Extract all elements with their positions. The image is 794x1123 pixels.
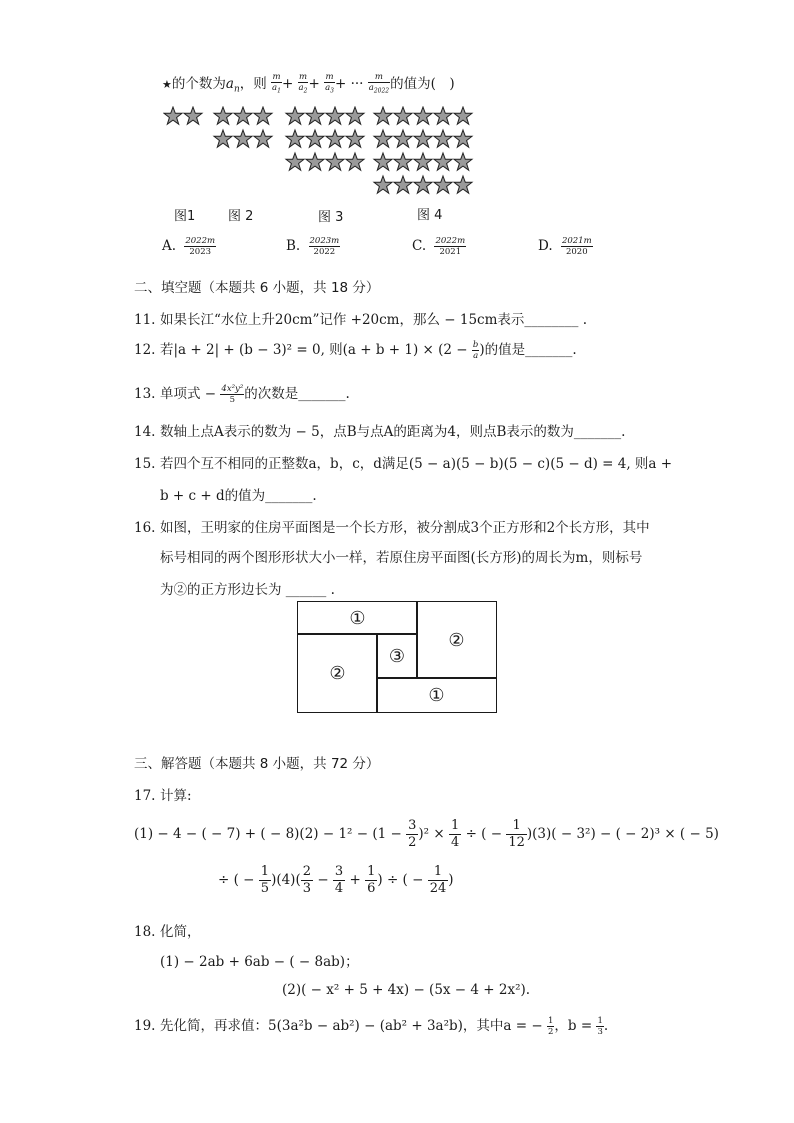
q17-expression-line2: ÷ ( − $\frac{1}{5}$ )(4)( $\frac{2}{3}$ − $\frac{3}{4}$ + $\frac{1}{6}$ ) ÷ ( − $\frac{1}{24}$ ) xyxy=(218,864,454,896)
option-b[interactable]: B. $\frac{2023m}{2022}$ xyxy=(286,236,340,257)
question-18: 18. 化简， xyxy=(134,924,201,940)
section-3-title: 三、解答题（本题共 8 小题，共 72 分） xyxy=(134,756,380,772)
section-2-title: 二、填空题（本题共 6 小题，共 18 分） xyxy=(134,280,380,296)
option-a[interactable]: A. $\frac{2022m}{2023}$ xyxy=(162,236,216,257)
question-19: 19. 先化简，再求值：5(3a²b − ab²) − (ab² + 3a²b)，其中a = − $\frac{1}{2}$ ，b = $\frac{1}{3}$ . xyxy=(134,1016,609,1037)
frac-m-a3: $\frac{m}{a_3}$ xyxy=(325,72,334,95)
rect-bottom-right: ① xyxy=(376,677,497,713)
q10-line: ★的个数为$a_n$，则 $\frac{m}{a_1}$ + $\frac{m}{a_2}$ + $\frac{m}{a_3}$ + ··· $\frac{m}{a_{2022}}$ 的值为( ) xyxy=(162,72,455,95)
frac-m-a1: $\frac{m}{a_1}$ xyxy=(272,72,281,95)
rect-left-square: ② xyxy=(297,633,378,713)
question-17: 17. 计算: xyxy=(134,788,192,804)
option-c[interactable]: C. $\frac{2022m}{2021}$ xyxy=(412,236,466,257)
figure-label-2: 图 2 xyxy=(228,209,254,224)
figure-1-stars xyxy=(164,107,202,124)
star-figures xyxy=(163,106,483,198)
frac-m-a2: $\frac{m}{a_2}$ xyxy=(298,72,308,95)
q18-part2: (2)( − x² + 5 + 4x) − (5x − 4 + 2x²). xyxy=(282,982,531,998)
figure-label-3: 图 3 xyxy=(318,210,344,225)
question-16-line2: 标号相同的两个图形形状大小一样，若原住房平面图(长方形)的周长为m，则标号 xyxy=(160,550,643,566)
question-13: 13. 单项式 − $\frac{\text{4x²y²}}{5}$ 的次数是_______. xyxy=(134,384,350,405)
figure-2-stars xyxy=(214,107,272,147)
floor-plan-diagram xyxy=(297,601,497,713)
figure-3-stars xyxy=(286,107,364,170)
q17-expression-line1: (1) − 4 − ( − 7) + ( − 8)(2) − 1² − (1 − $\frac{3}{2}$ )² × $\frac{1}{4}$ ÷ ( − $\frac{1}{12}$ )(3)( − 3²) − ( − 2)³ × ( − 5) xyxy=(134,818,719,850)
figure-4-stars xyxy=(374,107,472,193)
question-16: 16. 如图，王明家的住房平面图是一个长方形，被分割成3个正方形和2个长方形，其中 xyxy=(134,520,650,536)
figure-label-4: 图 4 xyxy=(417,208,443,223)
question-14: 14. 数轴上点A表示的数为 − 5，点B与点A的距离为4，则点B表示的数为_______. xyxy=(134,424,626,440)
rect-top-left: ① xyxy=(297,601,418,635)
frac-m-a2022: $\frac{m}{a_{2022}}$ xyxy=(368,72,390,95)
figure-label-1: 图1 xyxy=(174,209,196,224)
q18-part1: (1) − 2ab + 6ab − ( − 8ab)； xyxy=(160,954,359,970)
rect-small-square: ③ xyxy=(376,633,418,679)
question-15-cont: b + c + d的值为_______. xyxy=(160,488,317,504)
question-16-line3: 为②的正方形边长为 ______ . xyxy=(160,582,335,598)
question-12: 12. 若|a + 2| + (b − 3)² = 0, 则(a + b + 1) × (2 − $\frac{b}{a}$ )的值是_______. xyxy=(134,340,577,361)
rect-right-square: ② xyxy=(416,601,497,679)
question-11: 11. 如果长江“水位上升20cm”记作 +20cm，那么 − 15cm表示________ . xyxy=(134,312,588,328)
star-icon: ★ xyxy=(162,78,172,91)
question-15: 15. 若四个互不相同的正整数a，b，c，d满足(5 − a)(5 − b)(5 − c)(5 − d) = 4, 则a + xyxy=(134,456,673,472)
option-d[interactable]: D. $\frac{2021m}{2020}$ xyxy=(538,236,592,257)
